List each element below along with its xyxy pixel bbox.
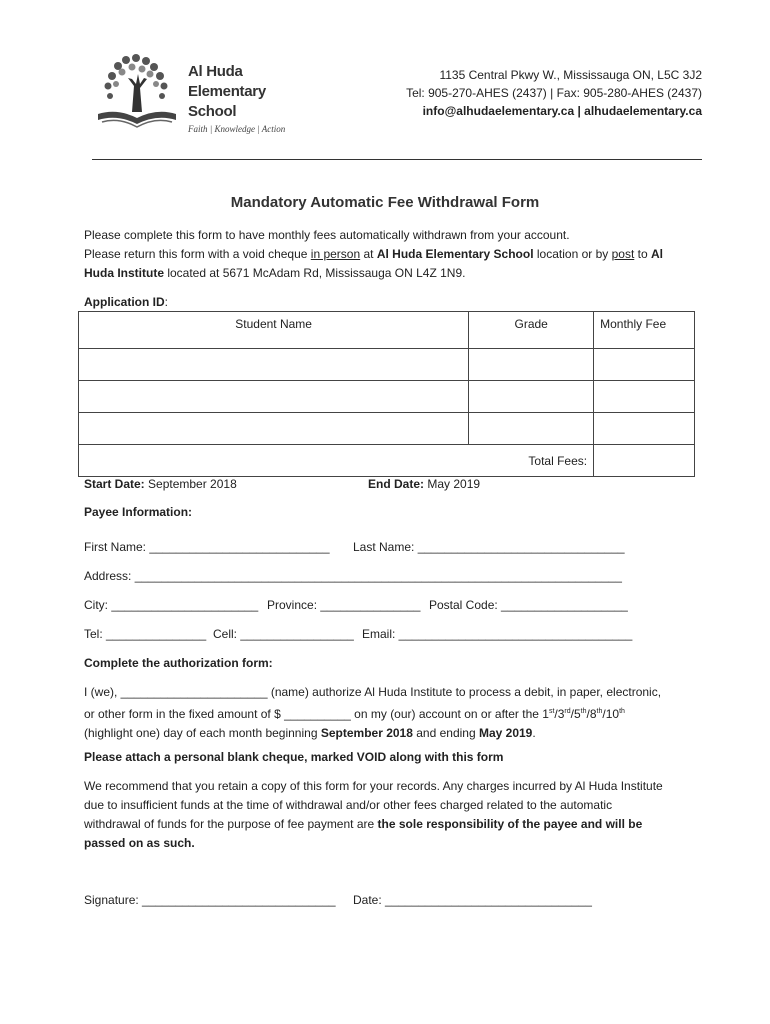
- end-date-value: May 2019: [424, 477, 481, 491]
- total-fees-cell[interactable]: [594, 445, 695, 477]
- recommend-line4: [84, 834, 714, 853]
- table-row: [79, 349, 695, 381]
- start-date-value: September 2018: [144, 477, 237, 491]
- intro-line1: Please complete this form to have monthly fees automatically withdrawn from your account.: [84, 228, 570, 242]
- school-address: 1135 Central Pkwy W., Mississauga ON, L5C 3J2: [439, 68, 702, 82]
- recommend-text: withdrawal of funds for the purpose of fee payment are: [84, 817, 378, 831]
- signature-field[interactable]: Signature: _____________________________: [84, 893, 336, 907]
- header-monthly-fee: Monthly Fee: [594, 312, 695, 349]
- tree-logo-icon: [98, 54, 176, 127]
- recommend-bold: passed on as such.: [84, 836, 195, 850]
- grade-cell[interactable]: [469, 381, 594, 413]
- application-id-label: [84, 293, 694, 312]
- header-divider: [92, 159, 702, 160]
- recommend-line2: due to insufficient funds at the time of withdrawal and/or other fees charged related to the automatic: [84, 798, 613, 812]
- school-tagline: Faith | Knowledge | Action: [188, 124, 286, 134]
- end-date: [368, 475, 668, 494]
- intro-text: Please return this form with a void cheque: [84, 247, 311, 261]
- school-name: [188, 62, 266, 122]
- day-suffix: st: [548, 708, 555, 715]
- auth-text: .: [532, 726, 536, 740]
- auth-heading-text: Complete the authorization form:: [84, 656, 273, 670]
- school-website[interactable]: alhudaelementary.ca: [584, 104, 702, 118]
- auth-day: /8: [586, 707, 597, 721]
- day-suffix: th: [596, 708, 603, 715]
- total-fees-label: Total Fees:: [79, 445, 594, 477]
- day-suffix: th: [619, 708, 625, 715]
- payee-heading: [84, 503, 694, 522]
- day-suffix: th: [580, 708, 587, 715]
- intro-line2: [84, 245, 694, 264]
- monthly-fee-cell[interactable]: [594, 413, 695, 445]
- intro-text: at: [360, 247, 377, 261]
- auth-text: (highlight one) day of each month beginning: [84, 726, 321, 740]
- recommend-paragraph: [84, 777, 714, 853]
- date-field[interactable]: Date: _______________________________: [353, 893, 592, 907]
- intro-line3: [84, 264, 694, 283]
- start-date: [84, 477, 237, 491]
- header-student-name: Student Name: [79, 312, 469, 349]
- grade-cell[interactable]: [469, 349, 594, 381]
- intro-text: location or by: [533, 247, 612, 261]
- application-id-text: Application ID: [84, 295, 165, 309]
- recommend-line3: [84, 815, 714, 834]
- auth-line1: I (we), ______________________ (name) authorize Al Huda Institute to process a debit, in paper, electronic,: [84, 685, 662, 699]
- email-field[interactable]: Email: ___________________________________: [362, 627, 633, 641]
- auth-line3: [84, 724, 704, 743]
- header-grade: Grade: [469, 312, 594, 349]
- student-name-cell[interactable]: [79, 381, 469, 413]
- first-name-field[interactable]: First Name: ___________________________: [84, 540, 330, 554]
- monthly-fee-cell[interactable]: [594, 349, 695, 381]
- province-field[interactable]: Province: _______________: [267, 598, 421, 612]
- monthly-fee-cell[interactable]: [594, 381, 695, 413]
- intro-institute: Al: [650, 247, 663, 261]
- auth-text: or other form in the fixed amount of $ __________ on my (our) account on or after the 1: [84, 707, 549, 721]
- table-header-row: [79, 312, 695, 349]
- auth-line2: [84, 702, 704, 724]
- intro-institute-cont: Huda Institute: [84, 266, 164, 280]
- postal-code-field[interactable]: Postal Code: ___________________: [429, 598, 628, 612]
- cheque-note-text: Please attach a personal blank cheque, marked VOID along with this form: [84, 750, 504, 764]
- school-name-line3: School: [188, 103, 237, 120]
- student-name-cell[interactable]: [79, 413, 469, 445]
- student-name-cell[interactable]: [79, 349, 469, 381]
- school-phone: Tel: 905-270-AHES (2437) | Fax: 905-280-AHES (2437): [406, 86, 702, 100]
- auth-text: and ending: [412, 726, 479, 740]
- intro-text: to: [634, 247, 651, 261]
- auth-day: /10: [602, 707, 620, 721]
- auth-end: May 2019: [478, 726, 533, 740]
- recommend-bold: the sole responsibility of the payee and will be: [377, 817, 643, 831]
- auth-day: /5: [570, 707, 581, 721]
- cheque-note: [84, 748, 694, 767]
- auth-start: September 2018: [320, 726, 413, 740]
- last-name-field[interactable]: Last Name: _______________________________: [353, 540, 625, 554]
- city-field[interactable]: City: ______________________: [84, 598, 259, 612]
- address-field[interactable]: Address: _________________________________________________________________________: [84, 569, 622, 583]
- payee-heading-text: Payee Information:: [84, 505, 193, 519]
- auth-heading: [84, 654, 694, 673]
- form-title: Mandatory Automatic Fee Withdrawal Form: [230, 194, 540, 211]
- table-row: [79, 381, 695, 413]
- school-name-line2: Elementary: [188, 83, 266, 100]
- total-row: [79, 445, 695, 477]
- contact-separator: |: [574, 104, 585, 118]
- intro-post: post: [611, 247, 635, 261]
- start-date-label: Start Date:: [84, 477, 145, 491]
- table-row: [79, 413, 695, 445]
- school-email-line: [406, 102, 702, 120]
- school-name-line1: Al Huda: [188, 63, 243, 80]
- auth-day: /3: [554, 707, 565, 721]
- application-id-colon: :: [164, 295, 169, 309]
- contact-block: [406, 66, 702, 120]
- intro-in-person: in person: [310, 247, 361, 261]
- intro-paragraph: [84, 226, 694, 283]
- end-date-label: End Date:: [368, 477, 425, 491]
- auth-paragraph: [84, 683, 704, 743]
- intro-school: Al Huda Elementary School: [376, 247, 534, 261]
- recommend-line1: We recommend that you retain a copy of this form for your records. Any charges incurred by Al Huda Institute: [84, 779, 663, 793]
- school-email[interactable]: info@alhudaelementary.ca: [422, 104, 575, 118]
- tel-field[interactable]: Tel: _______________: [84, 627, 207, 641]
- grade-cell[interactable]: [469, 413, 594, 445]
- fees-table: [78, 311, 695, 477]
- day-suffix: rd: [564, 708, 571, 715]
- intro-address: located at 5671 McAdam Rd, Mississauga ON L4Z 1N9.: [164, 266, 466, 280]
- cell-field[interactable]: Cell: _________________: [213, 627, 354, 641]
